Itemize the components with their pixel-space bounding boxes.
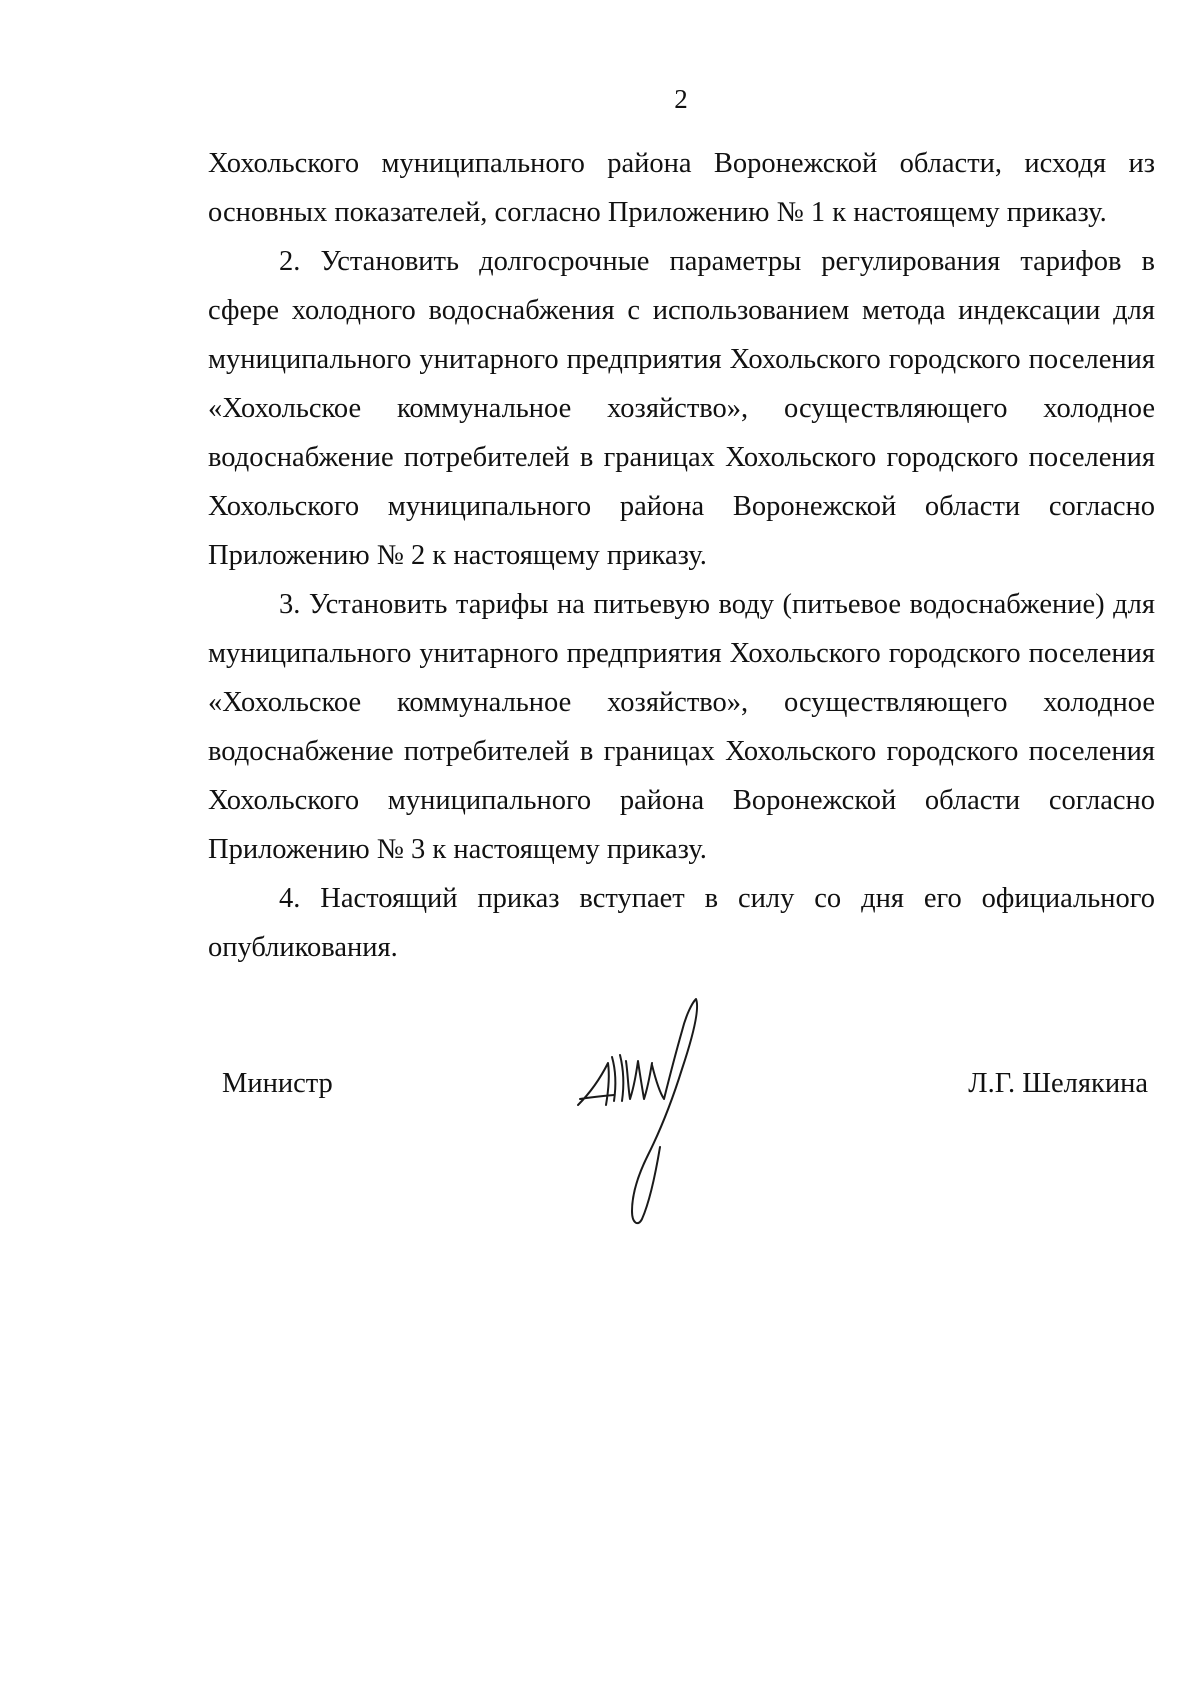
signer-position: Министр	[222, 1068, 333, 1099]
paragraph-item-2: 2. Установить долгосрочные параметры регулирования тарифов в сфере холодного водоснабжения с использованием метода индексации для муниципального унитарного предприятия Хохольского городского поселения «Хохольское коммунальное хозяйство», осуществляющего холодное водоснабжение потребителей в границах Хохольского городского поселения Хохольского муниципального района Воронежской области согласно Приложению № 2 к настоящему приказу.	[208, 246, 1155, 571]
document-body	[208, 139, 1155, 972]
paragraph-item-3: 3. Установить тарифы на питьевую воду (питьевое водоснабжение) для муниципального унитарного предприятия Хохольского городского поселения «Хохольское коммунальное хозяйство», осуществляющего холодное водоснабжение потребителей в границах Хохольского городского поселения Хохольского муниципального района Воронежской области согласно Приложению № 3 к настоящему приказу.	[208, 589, 1155, 865]
page-number: 2	[674, 84, 688, 114]
paragraph-continuation: Хохольского муниципального района Воронежской области, исходя из основных показателей, согласно Приложению № 1 к настоящему приказу.	[208, 148, 1155, 228]
handwritten-signature	[570, 995, 715, 1235]
signer-name: Л.Г. Шелякина	[968, 1068, 1148, 1099]
paragraph-item-4: 4. Настоящий приказ вступает в силу со дня его официального опубликования.	[208, 883, 1155, 963]
